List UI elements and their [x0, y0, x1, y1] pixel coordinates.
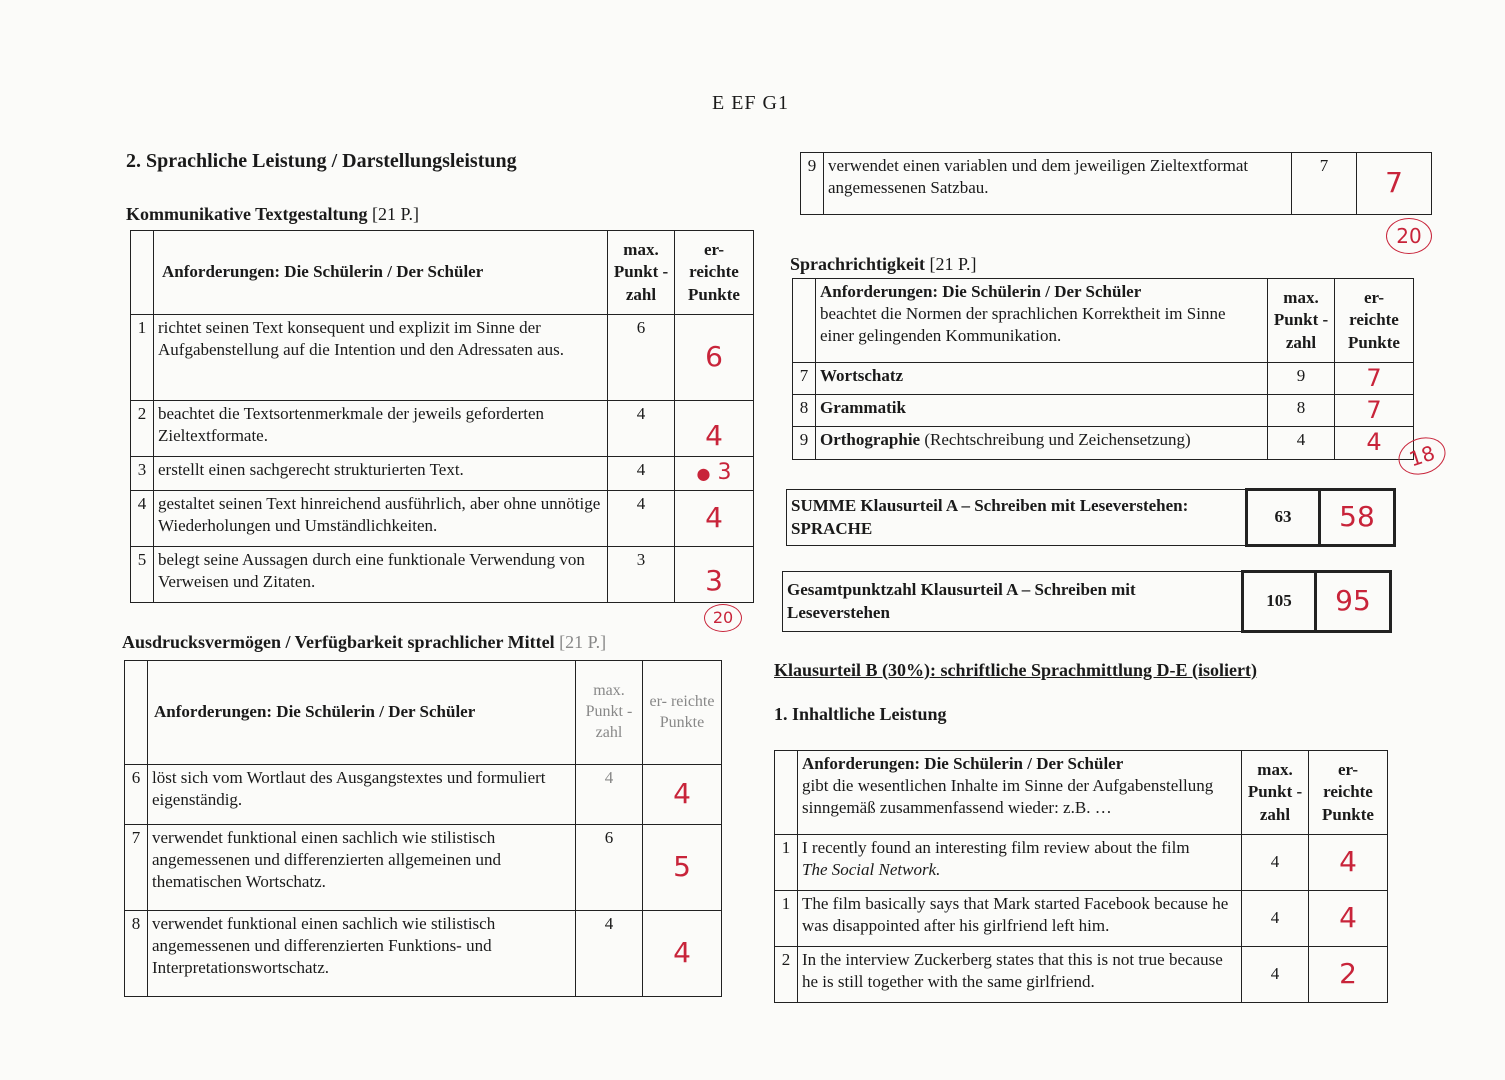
row-num: 1 [775, 891, 798, 947]
row-score: 5 [643, 825, 722, 911]
ausdruck-header-req: Anforderungen: Die Schülerin / Der Schüler [148, 661, 576, 765]
row-text: verwendet funktional einen sachlich wie stilistisch angemessenen und differenzierten allgemeinen und thematischen Wortschatz. [148, 825, 576, 911]
row-num: 7 [793, 363, 816, 395]
row-num: 3 [131, 457, 154, 491]
table-row [131, 546, 754, 602]
row-num: 1 [775, 835, 798, 891]
ausdruck-points: [21 P.] [559, 632, 607, 652]
inhalt-header-cell [798, 751, 1242, 835]
row-max: 4 [608, 490, 675, 546]
section-title: 2. Sprachliche Leistung / Darstellungsleistung [126, 150, 517, 172]
row-num: 2 [775, 947, 798, 1003]
table-row [775, 891, 1388, 947]
row-score: 4 [1309, 835, 1388, 891]
table-row [131, 315, 754, 401]
sprachrichtigkeit-title-text: Sprachrichtigkeit [790, 254, 925, 274]
inhalt-table [774, 750, 1388, 1003]
sprachrichtigkeit-points: [21 P.] [929, 254, 977, 274]
table-row [793, 395, 1414, 427]
row-max: 4 [1242, 947, 1309, 1003]
row-score: 3 [675, 546, 754, 602]
row-score: 7 [1357, 153, 1432, 215]
row-max: 4 [1268, 427, 1335, 459]
page-header: E EF G1 [712, 92, 789, 114]
row-max: 6 [576, 825, 643, 911]
row-max: 8 [1268, 395, 1335, 427]
table-row [793, 427, 1414, 459]
kommunikativ-points: [21 P.] [372, 204, 420, 224]
kommunikativ-subtotal: 20 [704, 604, 742, 632]
table-row [131, 401, 754, 457]
row-max: 7 [1292, 153, 1357, 215]
inhalt-header-er: er- reichte Punkte [1309, 751, 1388, 835]
row-label-extra: (Rechtschreibung und Zeichensetzung) [924, 430, 1191, 450]
row-text: I recently found an interesting film review about the film [802, 838, 1190, 857]
sprachrichtigkeit-header-er: er- reichte Punkte [1335, 279, 1414, 363]
row-score: 4 [1335, 427, 1414, 459]
row-score: 2 [1309, 947, 1388, 1003]
gesamt-table [782, 570, 1392, 633]
row-score-cell: ● 3 [675, 457, 754, 491]
kommunikativ-header-req: Anforderungen: Die Schülerin / Der Schüler [154, 231, 608, 315]
row-text: gestaltet seinen Text hinreichend ausführlich, aber ohne unnötige Wiederholungen und Umständlichkeiten. [154, 490, 608, 546]
row-text: The film basically says that Mark started Facebook because he was disappointed after his girlfriend left him. [798, 891, 1242, 947]
table-row [801, 153, 1432, 215]
inhalt-header-max: max. Punkt -zahl [1242, 751, 1309, 835]
inhalt-title: 1. Inhaltliche Leistung [774, 704, 947, 724]
row-text: belegt seine Aussagen durch eine funktionale Verwendung von Verweisen und Zitaten. [154, 546, 608, 602]
row-text: verwendet einen variablen und dem jeweiligen Zieltextformat angemessenen Satzbau. [824, 153, 1292, 215]
summe-max: 63 [1247, 490, 1320, 546]
sprachrichtigkeit-header-req: Anforderungen: Die Schülerin / Der Schüler [820, 282, 1142, 301]
row-text: verwendet funktional einen sachlich wie stilistisch angemessenen und differenzierten Funktions- und Interpretationswortschatz. [148, 911, 576, 997]
row-num: 7 [125, 825, 148, 911]
sprachrichtigkeit-header-cell [816, 279, 1268, 363]
row-num: 1 [131, 315, 154, 401]
row-score: 3 [717, 460, 732, 485]
sprachrichtigkeit-table [792, 278, 1414, 460]
ausdruck-subtotal: 20 [1386, 218, 1432, 254]
inhalt-header-req: Anforderungen: Die Schülerin / Der Schüler [802, 754, 1124, 773]
row-num: 2 [131, 401, 154, 457]
row-max: 9 [1268, 363, 1335, 395]
table-row [131, 457, 754, 491]
row-max: 4 [576, 911, 643, 997]
gesamt-label: Gesamtpunktzahl Klausurteil A – Schreiben mit Leseverstehen [783, 572, 1243, 632]
row-text: beachtet die Textsortenmerkmale der jeweils geforderten Zieltextformate. [154, 401, 608, 457]
sprachrichtigkeit-header-text: beachtet die Normen der sprachlichen Korrektheit im Sinne einer gelingenden Kommunikation. [820, 304, 1226, 346]
row-score: 4 [1309, 891, 1388, 947]
row-text-cell [798, 835, 1242, 891]
table-row [131, 490, 754, 546]
kommunikativ-header-max: max. Punkt -zahl [608, 231, 675, 315]
kommunikativ-header-er: er- reichte Punkte [675, 231, 754, 315]
row-num: 4 [131, 490, 154, 546]
table-row [775, 835, 1388, 891]
row-text: In the interview Zuckerberg states that this is not true because he is still together with the same girlfriend. [798, 947, 1242, 1003]
row-num: 8 [793, 395, 816, 427]
table-row [775, 947, 1388, 1003]
gesamt-max: 105 [1243, 572, 1316, 632]
table-row [125, 911, 722, 997]
row-max: 4 [608, 401, 675, 457]
row-score: 4 [675, 490, 754, 546]
row-score: 4 [643, 911, 722, 997]
table-row [125, 825, 722, 911]
table-row [125, 765, 722, 825]
row-label: Orthographie [820, 430, 921, 450]
row-score: 7 [1335, 363, 1414, 395]
row-num: 9 [801, 153, 824, 215]
row-max: 4 [1242, 835, 1309, 891]
kommunikativ-title [126, 204, 419, 225]
gesamt-score: 95 [1316, 572, 1391, 632]
row-label: Wortschatz [816, 363, 1268, 395]
ausdruck-title [122, 632, 606, 653]
row-score: 6 [675, 315, 754, 401]
sprachrichtigkeit-header-max: max. Punkt -zahl [1268, 279, 1335, 363]
summe-table [786, 488, 1396, 547]
row9-table [800, 152, 1432, 215]
row-max: 4 [1242, 891, 1309, 947]
ausdruck-title-text: Ausdrucksvermögen / Verfügbarkeit sprachlicher Mittel [122, 632, 555, 652]
ausdruck-header-er: er- reichte Punkte [643, 661, 722, 765]
row-score: 4 [643, 765, 722, 825]
row-max: 4 [576, 765, 643, 825]
row-label-cell [816, 427, 1268, 459]
row-max: 4 [608, 457, 675, 491]
table-row [793, 363, 1414, 395]
row-num: 5 [131, 546, 154, 602]
ausdruck-header-max: max. Punkt -zahl [576, 661, 643, 765]
teil-b-title: Klausurteil B (30%): schriftliche Sprachmittlung D-E (isoliert) [774, 660, 1257, 680]
row-text-italic: The Social Network. [802, 860, 941, 880]
summe-score: 58 [1320, 490, 1395, 546]
row-num: 9 [793, 427, 816, 459]
sprachrichtigkeit-subtotal: 18 [1394, 431, 1451, 480]
summe-label: SUMME Klausurteil A – Schreiben mit Leseverstehen: SPRACHE [787, 490, 1247, 546]
row-score: 4 [675, 401, 754, 457]
row-max: 6 [608, 315, 675, 401]
row-text: löst sich vom Wortlaut des Ausgangstextes und formuliert eigenständig. [148, 765, 576, 825]
row-text: richtet seinen Text konsequent und explizit im Sinne der Aufgabenstellung auf die Intention und den Adressaten aus. [154, 315, 608, 401]
row-text: erstellt einen sachgerecht strukturierten Text. [154, 457, 608, 491]
kommunikativ-title-text: Kommunikative Textgestaltung [126, 204, 368, 224]
row-label: Grammatik [816, 395, 1268, 427]
sprachrichtigkeit-title [790, 254, 977, 275]
row-num: 8 [125, 911, 148, 997]
kommunikativ-table [130, 230, 754, 603]
inhalt-header-text: gibt die wesentlichen Inhalte im Sinne der Aufgabenstellung sinngemäß zusammenfassend wieder: z.B. … [802, 776, 1214, 818]
row-score: 7 [1335, 395, 1414, 427]
ausdruck-table [124, 660, 722, 997]
row-max: 3 [608, 546, 675, 602]
row-num: 6 [125, 765, 148, 825]
